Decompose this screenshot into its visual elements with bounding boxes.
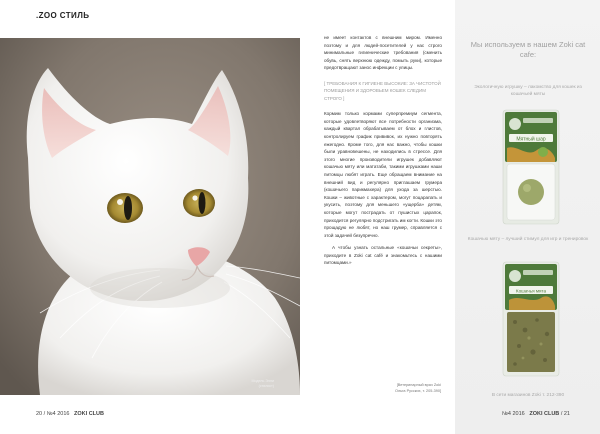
signoff-line2: Ольга Русских, т. 205-390] [395, 389, 441, 393]
photo-caption-line1: Модель Элли [251, 379, 274, 383]
sidebar-caption-2: Кошачью мяту – лучший стимул для игр и тренировок [467, 237, 589, 242]
product-mint-ball [497, 108, 565, 231]
page-number-left: 20 [36, 411, 43, 417]
brand-left: ZOKI CLUB [74, 411, 104, 417]
page-number-right: 21 [563, 411, 570, 417]
catnip-package-icon [497, 260, 565, 378]
sidebar-caption-3: В сети магазинов Zoki т. 212-390 [491, 393, 565, 398]
article-signoff [300, 382, 441, 394]
product1-label: Мятный шар [516, 136, 546, 143]
product2-label: Кошачья мята [515, 288, 547, 294]
photo-caption [251, 379, 274, 389]
issue-right: №4 2016 [502, 411, 525, 417]
footer-left: 20 / №4 2016 ZOKI CLUB [36, 411, 104, 417]
section-title: .ZOO СТИЛЬ [36, 11, 90, 20]
issue-left: №4 2016 [46, 411, 70, 417]
sidebar-caption-1: Экологичную игрушку – лакомство для кошек из кошачьей мяты [474, 85, 582, 97]
article-body: Кормим только кормами суперпремиум сегмента, которые удовлетворяют все потребности организма, каждый квартал обрабатываем от блох и глистов, контролируем график прививок, их нужно повторять ежегодно. Кроме того, для нас важно, чтобы кошки были уравновешены, не находились в стрессе. Для этого многие производители игрушек добавляют кошачью мяту или мататаби, такими игрушками наши питомцы любят играть. Еще обращаем внимание на внешний вид и регулярно приглашаем грумера (кошачьего парикмахера) для ухода за шерстью. Кошки – животные с характером, могут поцарапать и укусить, поэтому для меньшего «ущерба» детям, которые могут пострадать от пушистых царапок, приходится регулярно подстригать им когти. Кошки это прощадую не любят, но наш грумер, справляется с этой задачей безупречно. [324, 111, 442, 238]
product-catnip [497, 260, 565, 383]
cat-illustration [0, 38, 300, 395]
pull-quote: [ ТРЕБОВАНИЯ К ГИГИЕНЕ ВЫСОКИЕ: ЗА ЧИСТОТОЙ ПОМЕЩЕНИЯ И ЗДОРОВЬЕМ КОШЕК СЛЕДИМ СТРОГО ] [324, 80, 441, 101]
sidebar-heading: Мы используем в нашем Zoki cat cafe: [470, 40, 586, 59]
article-intro: не имеет контактов с внешним миром. Именно поэтому и для людей-посетителей у нас строго минимальные гигиенические требования (сменить обувь, снять верхнюю одежду, помыть руки), которые предотвращают занос инфекции с улицы. [324, 35, 442, 71]
product-sidebar [455, 0, 600, 434]
brand-right: ZOKI CLUB [529, 411, 560, 417]
mint-ball-package-icon [497, 108, 565, 226]
cat-photo [0, 38, 300, 395]
article-column [300, 0, 455, 434]
footer-right: №4 2016 ZOKI CLUB / 21 [502, 411, 570, 417]
photo-caption-line2: (стилист) [258, 384, 274, 388]
article-outro: А чтобы узнать остальные «кошачьи секреты», приходите в Zoki cat café и знакомьтесь с нашими питомцами.» [324, 245, 442, 266]
signoff-line1: [Ветеринарный врач Zoki [396, 383, 441, 387]
article-text [324, 34, 442, 272]
